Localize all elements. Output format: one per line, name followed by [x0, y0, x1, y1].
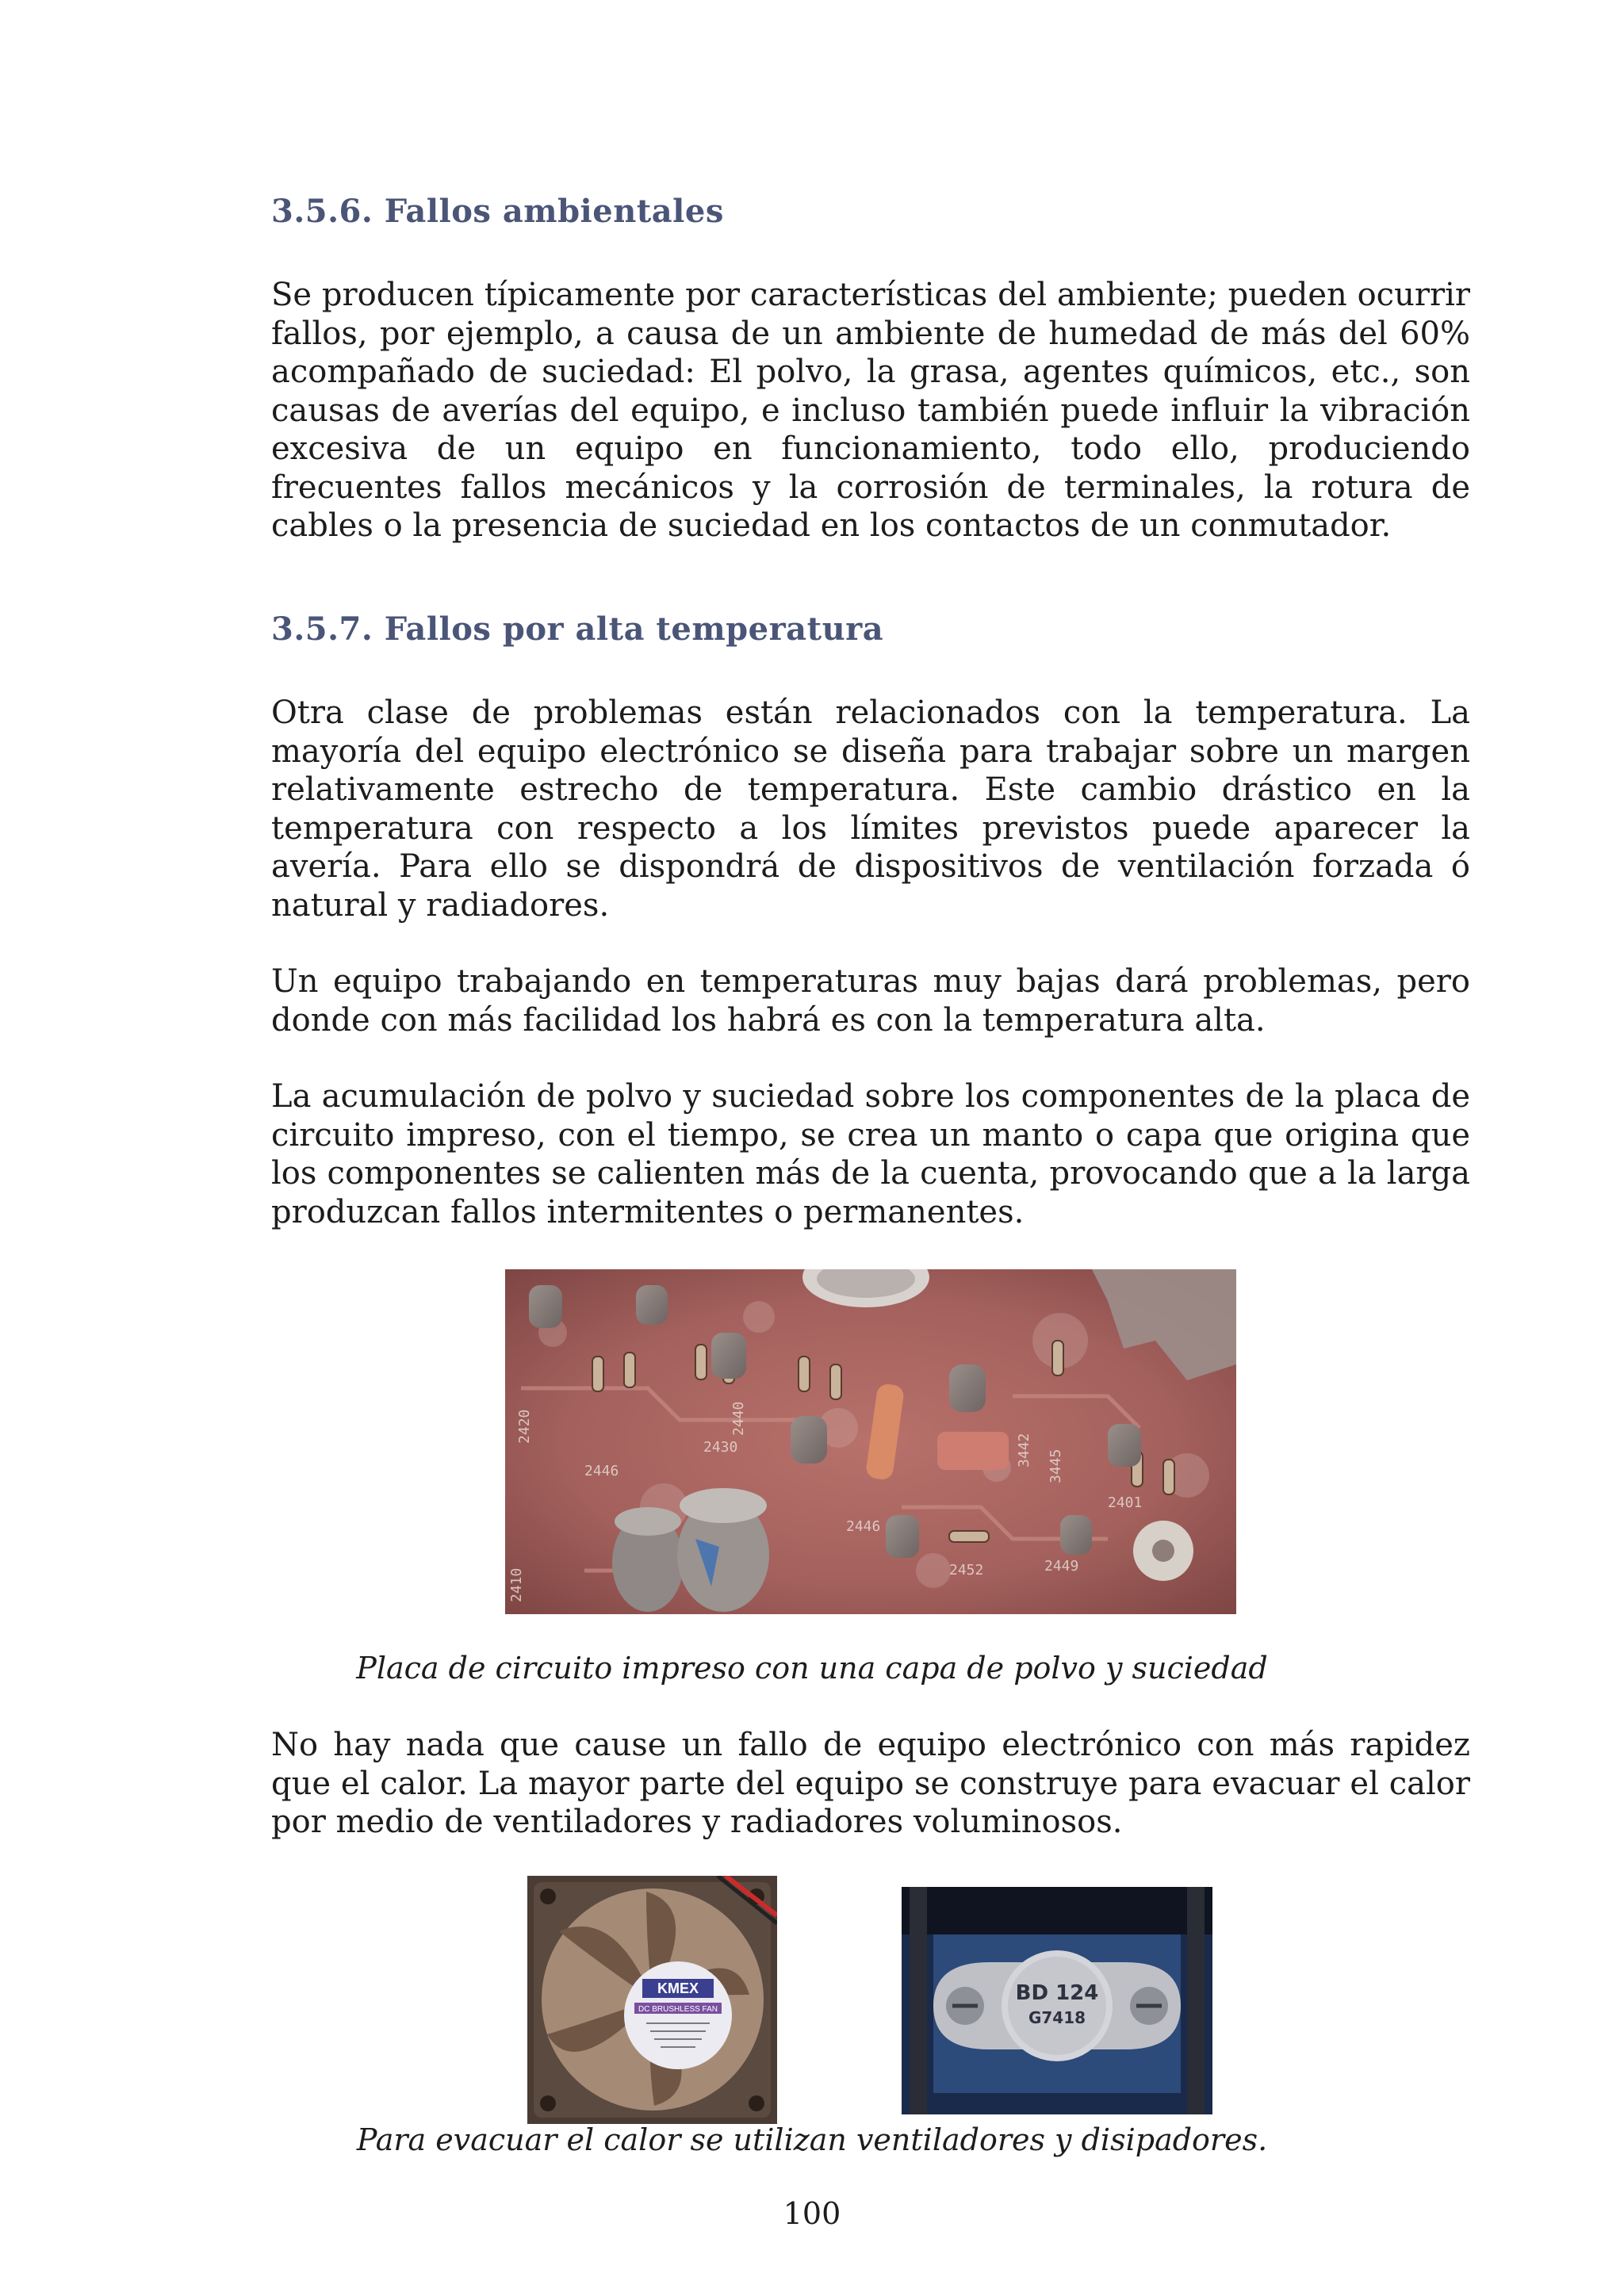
figure-2-caption: Para evacuar el calor se utilizan ventiladores y disipadores. [356, 2122, 1268, 2157]
pcb-label: 2446 [846, 1518, 881, 1535]
fan-type-label: DC BRUSHLESS FAN [638, 2005, 718, 2014]
page-number: 100 [783, 2196, 841, 2231]
transistor-part-number: BD 124 [1015, 1981, 1099, 2005]
dusty-pcb-photo [505, 1269, 1236, 1614]
fan-brand-label: KMEX [657, 1980, 699, 1996]
transistor-date-code: G7418 [1028, 2008, 1086, 2027]
transistor-heatsink-photo [902, 1887, 1212, 2114]
paragraph-temperatura-3: La acumulación de polvo y suciedad sobre los componentes de la placa de circuito impreso, con el tiempo, se crea un manto o capa que origina que los componentes se calienten más de la cuenta, provocando que a la larga produzcan fallos intermitentes o permanentes. [271, 1078, 1470, 1230]
section-heading-3-5-7: 3.5.7. Fallos por alta temperatura [271, 610, 884, 648]
figure-1-caption: Placa de circuito impreso con una capa de polvo y suciedad [356, 1651, 1268, 1686]
pcb-label: 2401 [1108, 1494, 1143, 1511]
pcb-label: 2410 [508, 1567, 525, 1602]
paragraph-fallos-ambientales: Se producen típicamente por características del ambiente; pueden ocurrir fallos, por ejemplo, a causa de un ambiente de humedad de más del 60% acompañado de suciedad: El polvo, la grasa, agentes químicos, etc., son causas de averías del equipo, e incluso también puede influir la vibración excesiva de un equipo en funcionamiento, todo ello, produciendo frecuentes fallos mecánicos y la corrosión de terminales, la rotura de cables o la presencia de suciedad en los contactos de un conmutador. [271, 277, 1470, 544]
pcb-label: 2430 [703, 1439, 738, 1456]
paragraph-temperatura-1: Otra clase de problemas están relacionados con la temperatura. La mayoría del equipo electrónico se diseña para trabajar sobre un margen relativamente estrecho de temperatura. Este cambio drástico en la temperatura con respecto a los límites previstos puede aparecer la avería. Para ello se dispondrá de dispositivos de ventilación forzada ó natural y radiadores. [271, 695, 1470, 924]
pcb-label: 3445 [1048, 1448, 1064, 1483]
section-heading-3-5-6: 3.5.6. Fallos ambientales [271, 193, 724, 230]
pcb-label: 2449 [1044, 1558, 1079, 1575]
pcb-label: 3442 [1016, 1433, 1032, 1468]
pcb-label: 2440 [730, 1401, 747, 1436]
pcb-label: 2446 [584, 1463, 619, 1479]
dusty-fan-photo [527, 1876, 777, 2124]
pcb-label: 2452 [949, 1562, 984, 1578]
paragraph-temperatura-4: No hay nada que cause un fallo de equipo electrónico con más rapidez que el calor. La mayor parte del equipo se construye para evacuar el calor por medio de ventiladores y radiadores voluminosos. [271, 1727, 1470, 1840]
paragraph-temperatura-2: Un equipo trabajando en temperaturas muy bajas dará problemas, pero donde con más facilidad los habrá es con la temperatura alta. [271, 963, 1470, 1039]
pcb-label: 2420 [516, 1409, 533, 1444]
